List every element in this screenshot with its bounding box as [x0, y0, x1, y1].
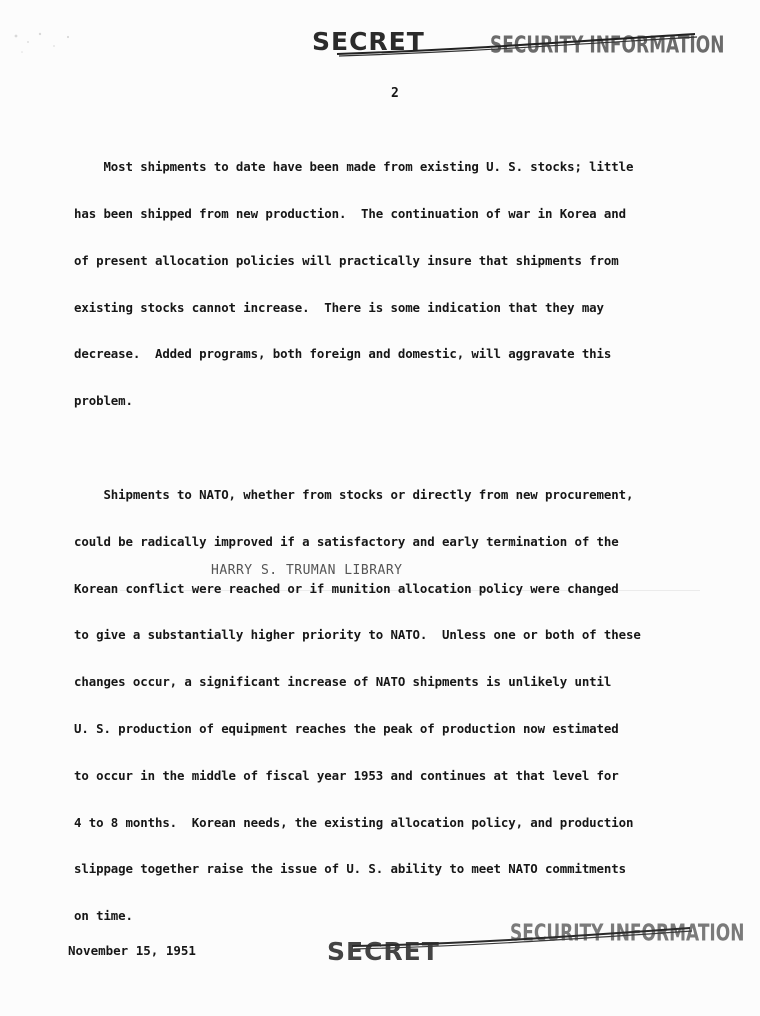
- text-line: U. S. production of equipment reaches the peak of production now estimated: [74, 720, 619, 736]
- text-line: of present allocation policies will practically insure that shipments from: [74, 252, 619, 268]
- header-secret-stamp: SECRET: [312, 27, 425, 56]
- header-security-information-stamp: SECURITY INFORMATION: [490, 32, 725, 59]
- text-line: 4 to 8 months. Korean needs, the existing allocation policy, and production: [74, 814, 634, 830]
- text-line: has been shipped from new production. The continuation of war in Korea and: [74, 205, 626, 221]
- text-line: could be radically improved if a satisfactory and early termination of the: [74, 533, 619, 549]
- text-line: Korean conflict were reached or if munition allocation policy were changed: [74, 580, 619, 596]
- text-line: slippage together raise the issue of U. S. ability to meet NATO commitments: [74, 861, 626, 877]
- text-line: changes occur, a significant increase of NATO shipments is unlikely until: [74, 674, 612, 690]
- footer-security-information-stamp: SECURITY INFORMATION: [510, 920, 745, 947]
- text-line: to give a substantially higher priority to NATO. Unless one or both of these: [74, 627, 641, 643]
- text-line: Shipments to NATO, whether from stocks or directly from new procurement,: [74, 487, 634, 503]
- document-body: [74, 128, 704, 971]
- text-line: existing stocks cannot increase. There is some indication that they may: [74, 299, 604, 315]
- paragraph-1: [74, 128, 704, 440]
- text-line: to occur in the middle of fiscal year 1953 and continues at that level for: [74, 767, 619, 783]
- document-date: November 15, 1951: [68, 943, 196, 958]
- paper-smudge: [10, 28, 80, 58]
- text-line: Most shipments to date have been made from existing U. S. stocks; little: [74, 159, 634, 175]
- text-line: on time.: [74, 908, 133, 924]
- footer-secret-stamp: SECRET: [327, 937, 440, 966]
- text-line: problem.: [74, 393, 133, 409]
- page-number: 2: [391, 86, 399, 101]
- paragraph-2: [74, 456, 704, 955]
- text-line: decrease. Added programs, both foreign and domestic, will aggravate this: [74, 346, 612, 362]
- truman-library-stamp: HARRY S. TRUMAN LIBRARY: [211, 563, 403, 578]
